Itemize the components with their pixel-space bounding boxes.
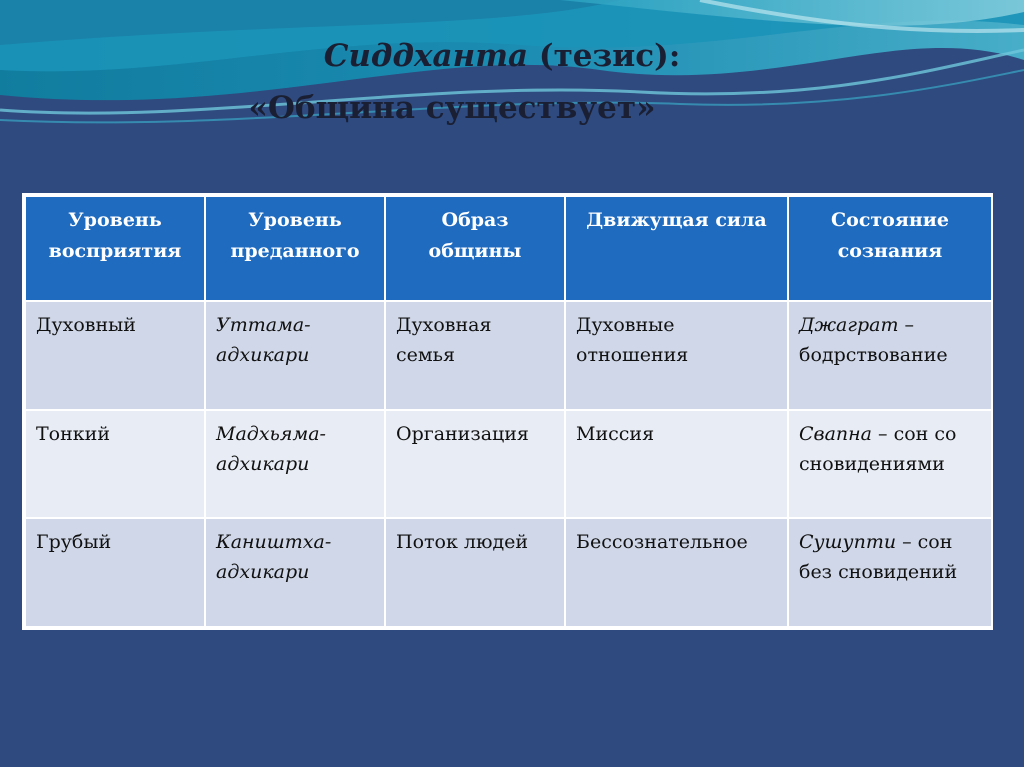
table-row [25, 410, 992, 519]
cell-community-image: Духовная семья [385, 301, 565, 410]
slide-title [0, 30, 1024, 134]
header-perception-level: Уровень восприятия [25, 196, 205, 301]
cell-community-image: Организация [385, 410, 565, 519]
title-line-2: «Община существует» [248, 90, 656, 126]
cell-community-image: Поток людей [385, 518, 565, 627]
title-line-1 [0, 30, 1024, 82]
table-row [25, 301, 992, 410]
cell-driving-force: Духовные отношения [565, 301, 788, 410]
table-frame [22, 193, 993, 630]
cell-devotee-level: Уттама-адхикари [205, 301, 385, 410]
cell-perception: Духовный [25, 301, 205, 410]
cell-perception: Тонкий [25, 410, 205, 519]
cell-driving-force: Бессознательное [565, 518, 788, 627]
table-row [25, 518, 992, 627]
consciousness-term: Сушупти [799, 531, 897, 554]
header-community-image: Образ общины [385, 196, 565, 301]
cell-consciousness [788, 518, 992, 627]
community-levels-table [24, 195, 993, 628]
title-thesis-label: (тезис): [528, 38, 681, 74]
title-term-italic: Сиддханта [323, 38, 529, 74]
header-devotee-level: Уровень преданного [205, 196, 385, 301]
cell-perception: Грубый [25, 518, 205, 627]
cell-driving-force: Миссия [565, 410, 788, 519]
consciousness-meaning: – сон без сновидений [799, 531, 958, 584]
consciousness-term: Джаграт [799, 314, 899, 336]
consciousness-term: Свапна [799, 422, 873, 445]
consciousness-meaning: – бодрствование [799, 314, 948, 366]
table-header-row [25, 196, 992, 301]
cell-devotee-level: Мадхьяма-адхикари [205, 410, 385, 519]
header-driving-force: Движущая сила [565, 196, 788, 301]
header-consciousness-state: Состояние сознания [788, 196, 992, 301]
cell-consciousness [788, 410, 992, 519]
cell-devotee-level: Каништха-адхикари [205, 518, 385, 627]
consciousness-meaning: – сон со сновидениями [799, 422, 957, 475]
cell-consciousness [788, 301, 992, 410]
